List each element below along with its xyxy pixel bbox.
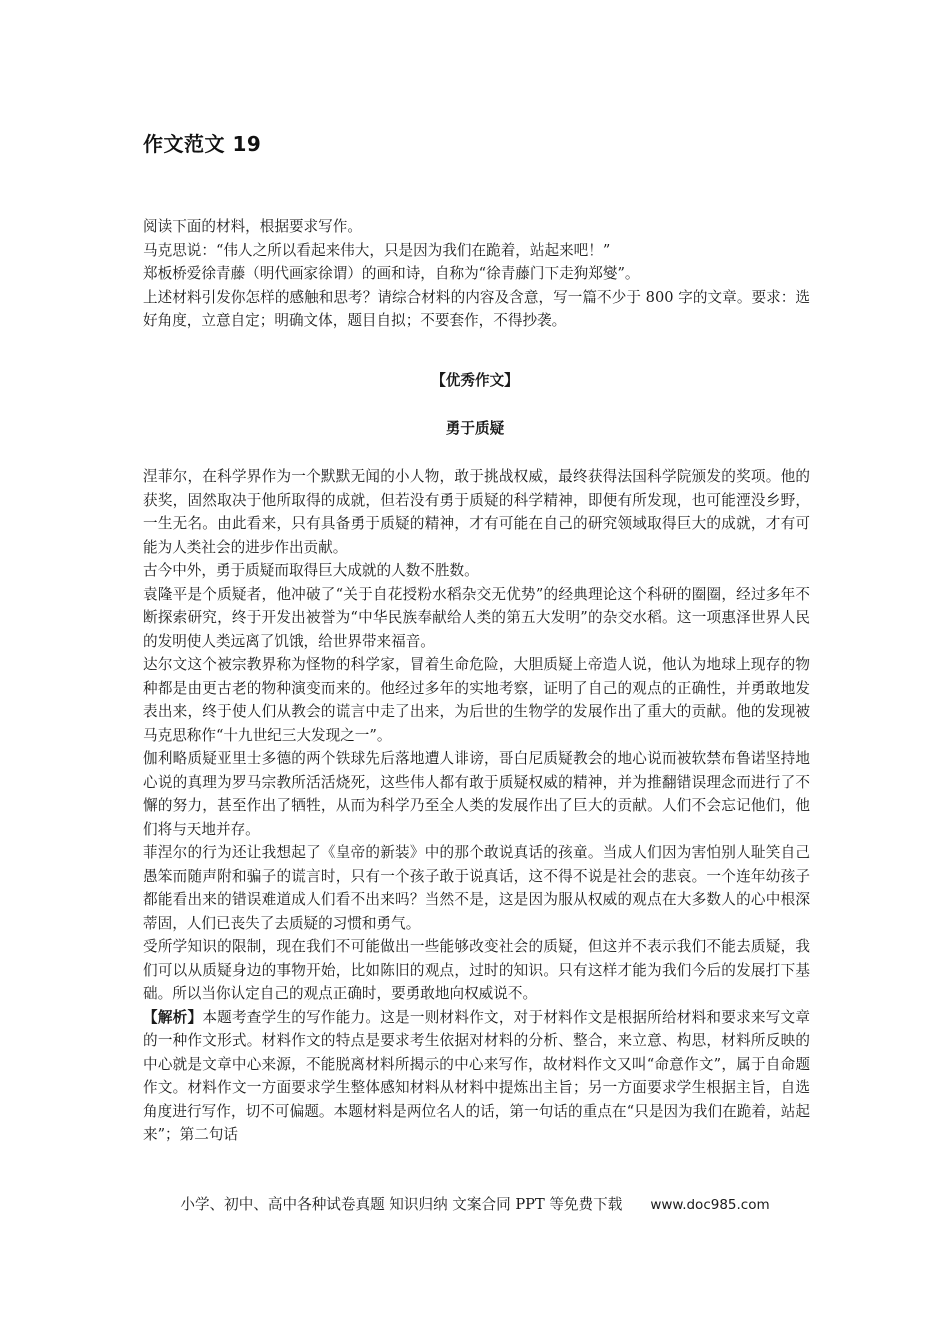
essay-paragraph: 涅菲尔，在科学界作为一个默默无闻的小人物，敢于挑战权威，最终获得法国科学院颁发的奖项。他的获奖，固然取决于他所取得的成就，但若没有勇于质疑的科学精神，即便有所发现，也可能湮没乡野，一生无名。由此看来，只有具备勇于质疑的精神，才有可能在自己的研究领域取得巨大的成就，才有可能为人类社会的进步作出贡献。: [143, 468, 810, 556]
analysis-paragraph: [143, 1006, 810, 1147]
analysis-text: 本题考查学生的写作能力。这是一则材料作文，对于材料作文是根据所给材料和要求来写文章的一种作文形式。材料作文的特点是要求考生依据对材料的分析、整合，来立意、构思，材料所反映的中心就是文章中心来源，不能脱离材料所揭示的中心来写作，故材料作文又叫“命意作文”，属于自命题作文。材料作文一方面要求学生整体感知材料从材料中提炼出主旨；另一方面要求学生根据主旨，自选角度进行写作，切不可偏题。本题材料是两位名人的话，第一句话的重点在“只是因为我们在跪着，站起来”；第二句话: [143, 1008, 810, 1143]
section-label: 【优秀作文】: [431, 372, 519, 389]
essay-title: 勇于质疑: [445, 420, 505, 437]
document-title: 作文范文 19: [143, 132, 262, 156]
essay-paragraph: 受所学知识的限制，现在我们不可能做出一些能够改变社会的质疑，但这并不表示我们不能去质疑，我们可以从质疑身边的事物开始，比如陈旧的观点，过时的知识。只有这样才能为我们今后的发展打下基础。所以当你认定自己的观点正确时，要勇敢地向权威说不。: [143, 938, 810, 1002]
prompt-line: 马克思说：“伟人之所以看起来伟大，只是因为我们在跪着，站起来吧！”: [143, 241, 611, 259]
prompt-line: 上述材料引发你怎样的感触和思考？请综合材料的内容及含意，写一篇不少于 800 字的文章。要求：选好角度，立意自定；明确文体，题目自拟；不要套作，不得抄袭。: [143, 288, 810, 329]
essay-paragraph: 古今中外，勇于质疑而取得巨大成就的人数不胜数。: [143, 562, 479, 579]
page-footer: [0, 1193, 950, 1214]
essay-body: [143, 465, 810, 1147]
analysis-tag: 【解析】: [143, 1008, 203, 1026]
footer-text: 小学、初中、高中各种试卷真题 知识归纳 文案合同 PPT 等免费下载: [180, 1196, 623, 1213]
essay-paragraph: 达尔文这个被宗教界称为怪物的科学家，冒着生命危险，大胆质疑上帝造人说，他认为地球上现存的物种都是由更古老的物种演变而来的。他经过多年的实地考察，证明了自己的观点的正确性，并勇敢地发表出来，终于使人们从教会的谎言中走了出来，为后世的生物学的发展作出了重大的贡献。他的发现被马克思称作“十九世纪三大发现之一”。: [143, 656, 810, 744]
footer-url[interactable]: www.doc985.com: [650, 1197, 770, 1213]
prompt-line: 阅读下面的材料，根据要求写作。: [143, 218, 362, 235]
essay-paragraph: 菲涅尔的行为还让我想起了《皇帝的新装》中的那个敢说真话的孩童。当成人们因为害怕别人耻笑自己愚笨而随声附和骗子的谎言时，只有一个孩子敢于说真话，这不得不说是社会的悲哀。一个连年幼孩子都能看出来的错误难道成人们看不出来吗？当然不是，这是因为服从权威的观点在大多数人的心中根深蒂固，人们已丧失了去质疑的习惯和勇气。: [143, 844, 810, 932]
essay-paragraph: 伽利略质疑亚里士多德的两个铁球先后落地遭人诽谤，哥白尼质疑教会的地心说而被软禁布鲁诺坚持地心说的真理为罗马宗教所活活烧死，这些伟人都有敢于质疑权威的精神，并为推翻错误理念而进行了不懈的努力，甚至作出了牺牲，从而为科学乃至全人类的发展作出了巨大的贡献。人们不会忘记他们，他们将与天地并存。: [143, 750, 810, 838]
prompt-section: [143, 215, 810, 333]
prompt-line: 郑板桥爱徐青藤（明代画家徐谓）的画和诗，自称为“徐青藤门下走狗郑燮”。: [143, 265, 640, 282]
essay-paragraph: 袁隆平是个质疑者，他冲破了“关于自花授粉水稻杂交无优势”的经典理论这个科研的圈圈，经过多年不断探索研究，终于开发出被誉为“中华民族奉献给人类的第五大发明”的杂交水稻。这一项惠泽世界人民的发明使人类远离了饥饿，给世界带来福音。: [143, 585, 810, 650]
